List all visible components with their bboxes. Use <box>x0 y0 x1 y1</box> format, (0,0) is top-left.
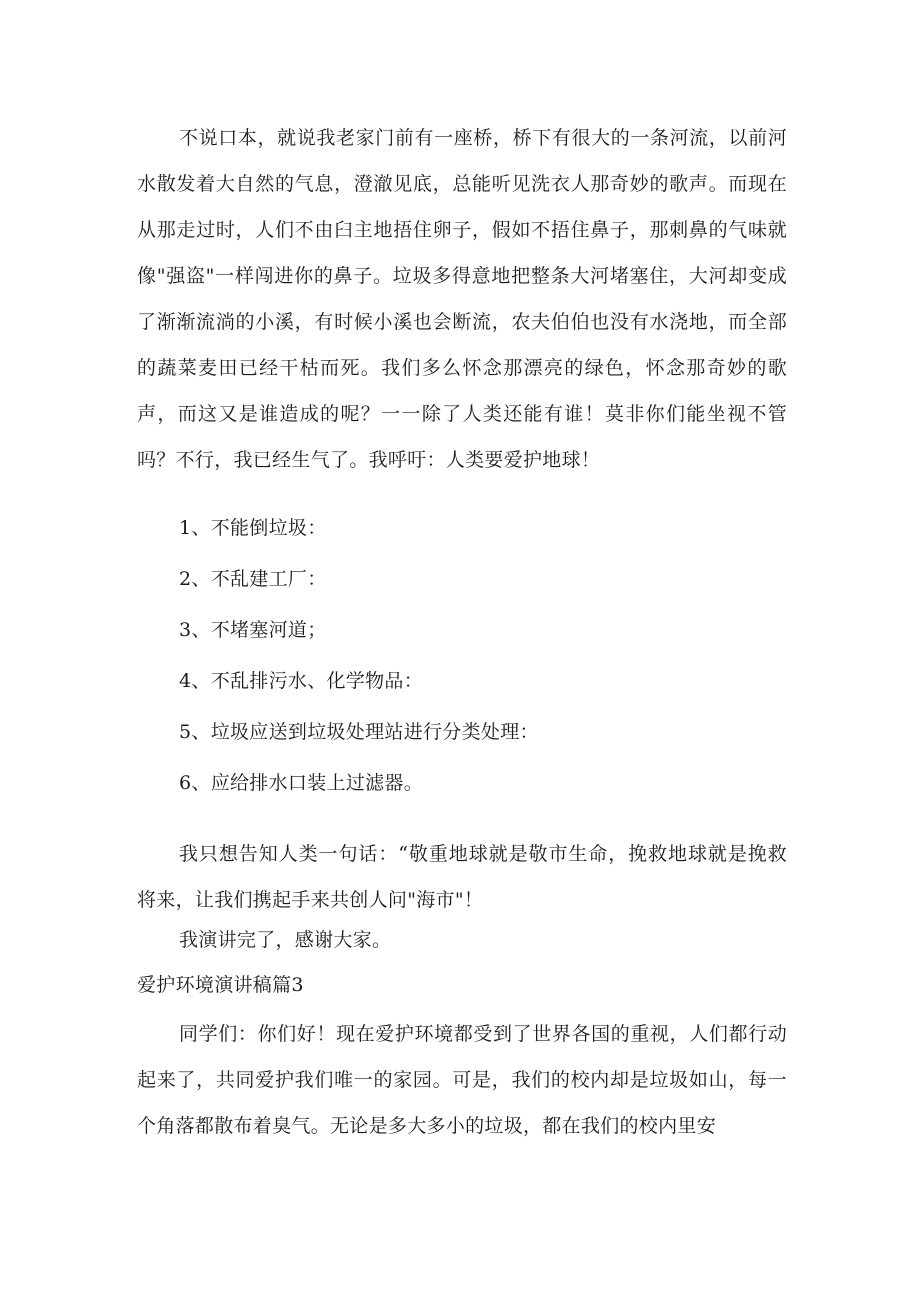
list-item-2: 2、不乱建工厂： <box>179 568 327 590</box>
section-heading: 爱护环境演讲稿篇3 <box>137 974 304 996</box>
paragraph-river-story: 不说口本，就说我老家门前有一座桥，桥下有很大的一条河流，以前河水散发着大自然的气息，澄澈见底，总能听见洗衣人那奇妙的歌声。而现在从那走过时，人们不由臼主地捂住卵子，假如不捂住鼻子，那刺鼻的气味就像"强盗"一样闯进你的鼻子。垃圾多得意地把整条大河堵塞住，大河却变成了渐渐流淌的小溪，有时候小溪也会断流，农夫伯伯也没有水浇地，而全部的蔬菜麦田已经干枯而死。我们多么怀念那漂亮的绿色，怀念那奇妙的歌声，而这又是谁造成的呢？一一除了人类还能有谁！莫非你们能坐视不管吗？不行，我已经生气了。我呼吁：人类要爱护地球！ <box>137 127 787 471</box>
paragraph-school-speech: 同学们：你们好！现在爱护环境都受到了世界各国的重视，人们都行动起来了，共同爱护我们唯一的家园。可是，我们的校内却是垃圾如山，每一个角落都散布着臭气。无论是多大多小的垃圾，都在我们的校内里安 <box>137 1023 787 1137</box>
list-item-3: 3、不堵塞河道； <box>179 619 327 641</box>
list-item-1: 1、不能倒垃圾： <box>179 517 327 539</box>
list-item-5: 5、垃圾应送到垃圾处理站进行分类处理： <box>179 721 539 743</box>
paragraph-closing: 我演讲完了，感谢大家。 <box>179 929 392 951</box>
list-item-6: 6、应给排水口装上过滤器。 <box>179 772 423 794</box>
paragraph-message: 我只想告知人类一句话：“敬重地球就是敬市生命，挽救地球就是挽救将来，让我们携起手来共创人问"海市"！ <box>137 843 787 911</box>
list-item-4: 4、不乱排污水、化学物品： <box>179 670 423 692</box>
